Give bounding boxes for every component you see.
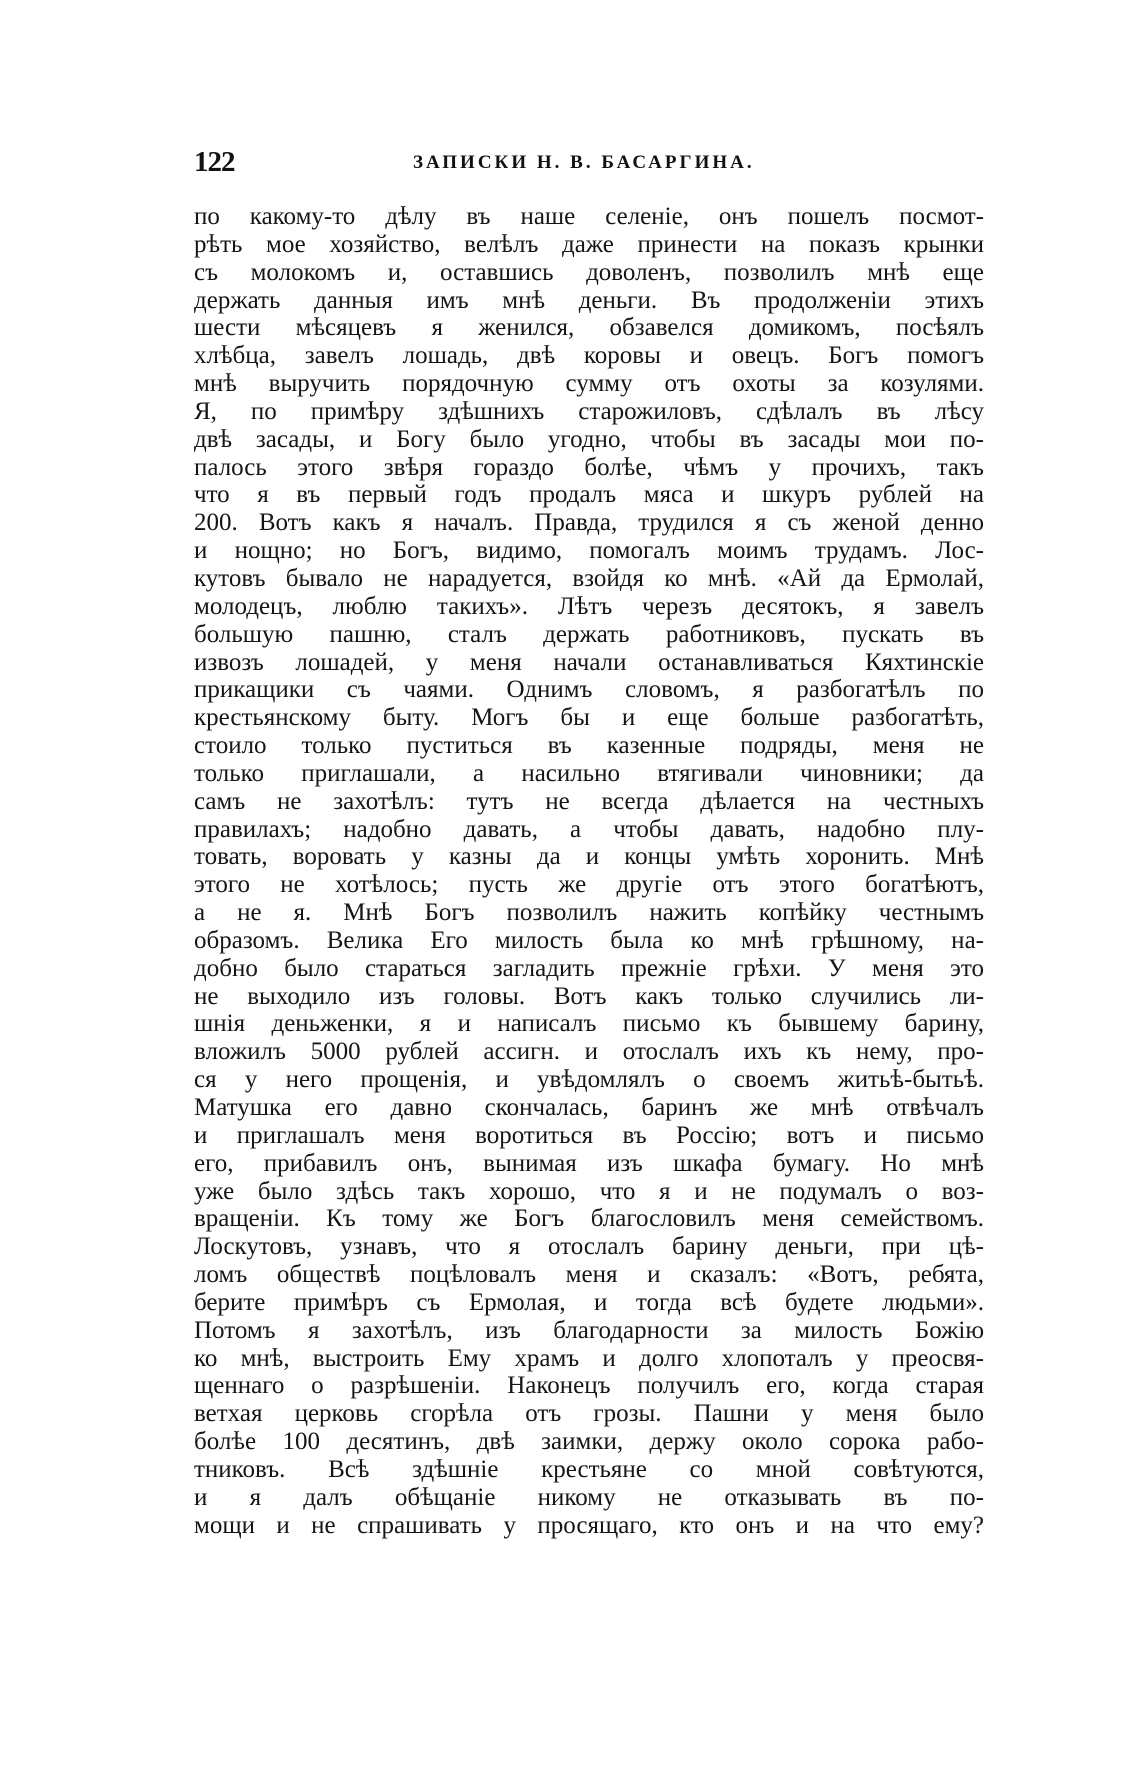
text-line: вложилъ 5000 рублей ассигн. и отослалъ ихъ къ нему, про-: [194, 1038, 984, 1066]
text-line: Потомъ я захотѣлъ, изъ благодарности за милость Божію: [194, 1316, 984, 1344]
text-line: правилахъ; надобно давать, а чтобы давать, надобно плу-: [194, 815, 984, 843]
text-line: палось этого звѣря гораздо болѣе, чѣмъ у прочихъ, такъ: [194, 453, 984, 481]
page-number: 122: [194, 146, 235, 178]
text-line: только приглашали, а насильно втягивали чиновники; да: [194, 759, 984, 787]
text-line: этого не хотѣлось; пусть же другіе отъ этого богатѣютъ,: [194, 871, 984, 899]
text-line: рѣть мое хозяйство, велѣлъ даже принести на показъ крынки: [194, 230, 984, 258]
text-line: щеннаго о разрѣшеніи. Наконецъ получилъ его, когда старая: [194, 1372, 984, 1400]
text-line: прикащики съ чаями. Однимъ словомъ, я разбогатѣлъ по: [194, 676, 984, 704]
text-line: мощи и не спрашивать у просящаго, кто онъ и на что ему?: [194, 1511, 984, 1539]
text-line: и приглашалъ меня воротиться въ Россію; вотъ и письмо: [194, 1121, 984, 1149]
text-line: ся у него прощенія, и увѣдомлялъ о своемъ житьѣ-бытьѣ.: [194, 1066, 984, 1094]
body-text: [194, 203, 984, 1540]
text-line: 200. Вотъ какъ я началъ. Правда, трудился я съ женой денно: [194, 509, 984, 537]
text-line: уже было здѣсь такъ хорошо, что я и не подумалъ о воз-: [194, 1177, 984, 1205]
text-line: берите примѣръ съ Ермолая, и тогда всѣ будете людьми».: [194, 1288, 984, 1316]
text-line: шнія деньженки, я и написалъ письмо къ бывшему барину,: [194, 1010, 984, 1038]
text-line: по какому-то дѣлу въ наше селеніе, онъ пошелъ посмот-: [194, 203, 984, 230]
text-line: а не я. Мнѣ Богъ позволилъ нажить копѣйку честнымъ: [194, 899, 984, 927]
text-line: двѣ засады, и Богу было угодно, чтобы въ засады мои по-: [194, 425, 984, 453]
text-line: кутовъ бывало не нарадуется, взойдя ко мнѣ. «Ай да Ермолай,: [194, 564, 984, 592]
text-line: и я далъ обѣщаніе никому не отказывать въ по-: [194, 1483, 984, 1511]
text-line: образомъ. Велика Его милость была ко мнѣ грѣшному, на-: [194, 926, 984, 954]
text-line: крестьянскому быту. Могъ бы и еще больше разбогатѣть,: [194, 704, 984, 732]
text-line: болѣе 100 десятинъ, двѣ заимки, держу около сорока рабо-: [194, 1428, 984, 1456]
text-line: самъ не захотѣлъ: тутъ не всегда дѣлается на честныхъ: [194, 787, 984, 815]
text-line: ветхая церковь сгорѣла отъ грозы. Пашни у меня было: [194, 1400, 984, 1428]
text-line: молодецъ, люблю такихъ». Лѣтъ черезъ десятокъ, я завелъ: [194, 592, 984, 620]
text-line: что я въ первый годъ продалъ мяса и шкуръ рублей на: [194, 481, 984, 509]
text-line: и нощно; но Богъ, видимо, помогалъ моимъ трудамъ. Лос-: [194, 537, 984, 565]
text-line: стоило только пуститься въ казенные подряды, меня не: [194, 732, 984, 760]
running-title: ЗАПИСКИ Н. В. БАСАРГИНА.: [413, 152, 755, 173]
text-line: Лоскутовъ, узнавъ, что я отослалъ барину деньги, при цѣ-: [194, 1233, 984, 1261]
text-line: извозъ лошадей, у меня начали останавливаться Кяхтинскіе: [194, 648, 984, 676]
text-line: съ молокомъ и, оставшись доволенъ, позволилъ мнѣ еще: [194, 258, 984, 286]
text-line: не выходило изъ головы. Вотъ какъ только случились ли-: [194, 982, 984, 1010]
text-line: добно было стараться загладить прежніе грѣхи. У меня это: [194, 954, 984, 982]
text-line: шести мѣсяцевъ я женился, обзавелся домикомъ, посѣялъ: [194, 314, 984, 342]
text-line: держать данныя имъ мнѣ деньги. Въ продолженіи этихъ: [194, 286, 984, 314]
text-line: товать, воровать у казны да и концы умѣть хоронить. Мнѣ: [194, 843, 984, 871]
text-line: мнѣ выручить порядочную сумму отъ охоты за козулями.: [194, 370, 984, 398]
running-head: [194, 146, 979, 178]
text-line: Я, по примѣру здѣшнихъ старожиловъ, сдѣлалъ въ лѣсу: [194, 397, 984, 425]
text-line: тниковъ. Всѣ здѣшніе крестьяне со мной совѣтуются,: [194, 1455, 984, 1483]
text-line: хлѣбца, завелъ лошадь, двѣ коровы и овецъ. Богъ помогъ: [194, 342, 984, 370]
text-line: ко мнѣ, выстроить Ему храмъ и долго хлопоталъ у преосвя-: [194, 1344, 984, 1372]
text-line: большую пашню, сталъ держать работниковъ, пускать въ: [194, 620, 984, 648]
text-line: Матушка его давно скончалась, баринъ же мнѣ отвѣчалъ: [194, 1094, 984, 1121]
text-line: ломъ обществѣ поцѣловалъ меня и сказалъ: «Вотъ, ребята,: [194, 1261, 984, 1289]
text-line: его, прибавилъ онъ, вынимая изъ шкафа бумагу. Но мнѣ: [194, 1149, 984, 1177]
text-line: вращеніи. Къ тому же Богъ благословилъ меня семействомъ.: [194, 1205, 984, 1233]
